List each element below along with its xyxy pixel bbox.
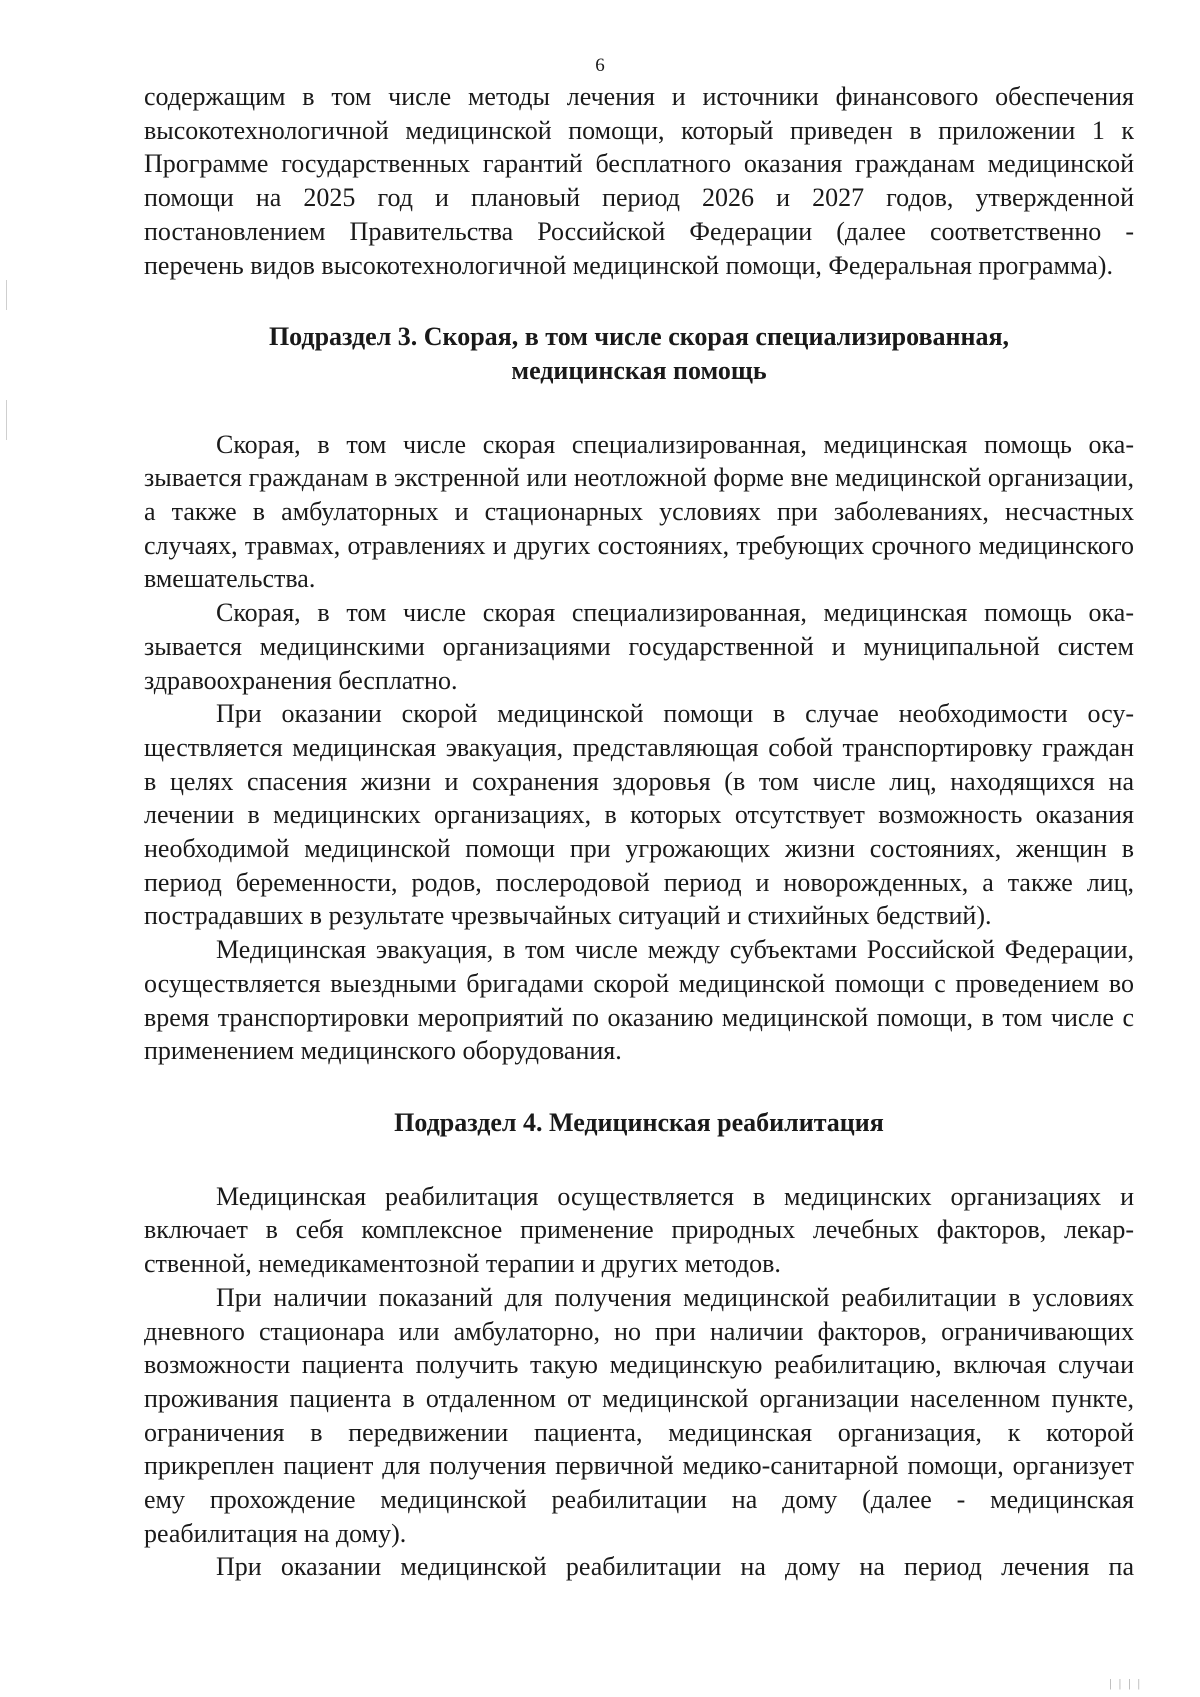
section-3-paragraph: Медицинская эвакуация, в том числе между субъектами Российской Федерации, осуществляется выездными бригадами скорой медицинской помощи с проведением во время транспортировки мероприятий по оказанию медицинской помощи, в том числе с применением медицинского оборудования. [144, 935, 1134, 1066]
section-3-paragraph: При оказании скорой медицинской помощи в случае необходимости осуществляется медицинская эвакуация, представляющая собой транспортировку граждан в целях спасения жизни и сохранения здоровья (в том числе лиц, находящихся на лечении в медицинских организациях, в которых отсутствует возможность оказания необходимой медицинской помощи при угрожающих жизни состояниях, женщин в период беременности, родов, послеродовой период и новорожденных, а также лиц, пострадавших в результате чрезвычайных ситуаций и стихийных бедствий). [144, 699, 1134, 931]
section-4-paragraph: Медицинская реабилитация осуществляется в медицинских организациях и включает в себя комплексное применение природных лечебных факторов, лекарственной, немедикаментозной терапии и других методов. [144, 1181, 1134, 1279]
section-3-paragraph: Скорая, в том числе скорая специализированная, медицинская помощь оказывается медицинскими организациями государственной и муниципальной систем здравоохранения бесплатно. [144, 598, 1134, 695]
page-number: 6 [595, 55, 605, 76]
section-4-heading: Подраздел 4. Медицинская реабилитация [394, 1107, 884, 1137]
section-3-heading [144, 320, 1134, 387]
document-body [144, 80, 1134, 1584]
scan-margin-mark [6, 280, 7, 310]
scan-corner-mark: | | | | [1109, 1676, 1142, 1690]
section-4-paragraph: При наличии показаний для получения медицинской реабилитации в условиях дневного стационара или амбулаторно, но при наличии факторов, ограничивающих возможности пациента получить такую медицинскую реабилитацию, включая случаи проживания пациента в отдаленном от медицинской организации населенном пункте, ограничения в передвижении пациента, медицинская организация, к которой прикреплен пациент для получения первичной медико-санитарной помощи, организует ему прохождение медицинской реабилитации на дому (далее - медицинская реабилитация на дому). [144, 1282, 1134, 1548]
scan-margin-mark [6, 400, 7, 440]
section-3-paragraph: Скорая, в том числе скорая специализированная, медицинская помощь оказывается гражданам в экстренной или неотложной форме вне медицинской организации, а также в амбулаторных и стационарных условиях при заболеваниях, несчастных случаях, травмах, отравлениях и других состояниях, требующих срочного медицинского вмешательства. [144, 429, 1134, 594]
section-3-heading-line-1: Подраздел 3. Скорая, в том числе скорая специализированная, [268, 322, 1010, 352]
intro-paragraph: содержащим в том числе методы лечения и источники финансового обеспечения высокотехнологичной медицинской помощи, который приведен в приложении 1 к Программе государственных гарантий бесплатного оказания гражданам медицинской помощи на 2025 год и плановый период 2026 и 2027 годов, утвержденной постановлением Правительства Российской Федерации (далее соответственно - перечень видов высокотехнологичной медицинской помощи, Федеральная программа). [144, 82, 1134, 280]
section-3-heading-line-2: медицинская помощь [511, 355, 767, 385]
section-4-paragraph: При оказании медицинской реабилитации на дому на период лечения па [216, 1552, 1134, 1582]
